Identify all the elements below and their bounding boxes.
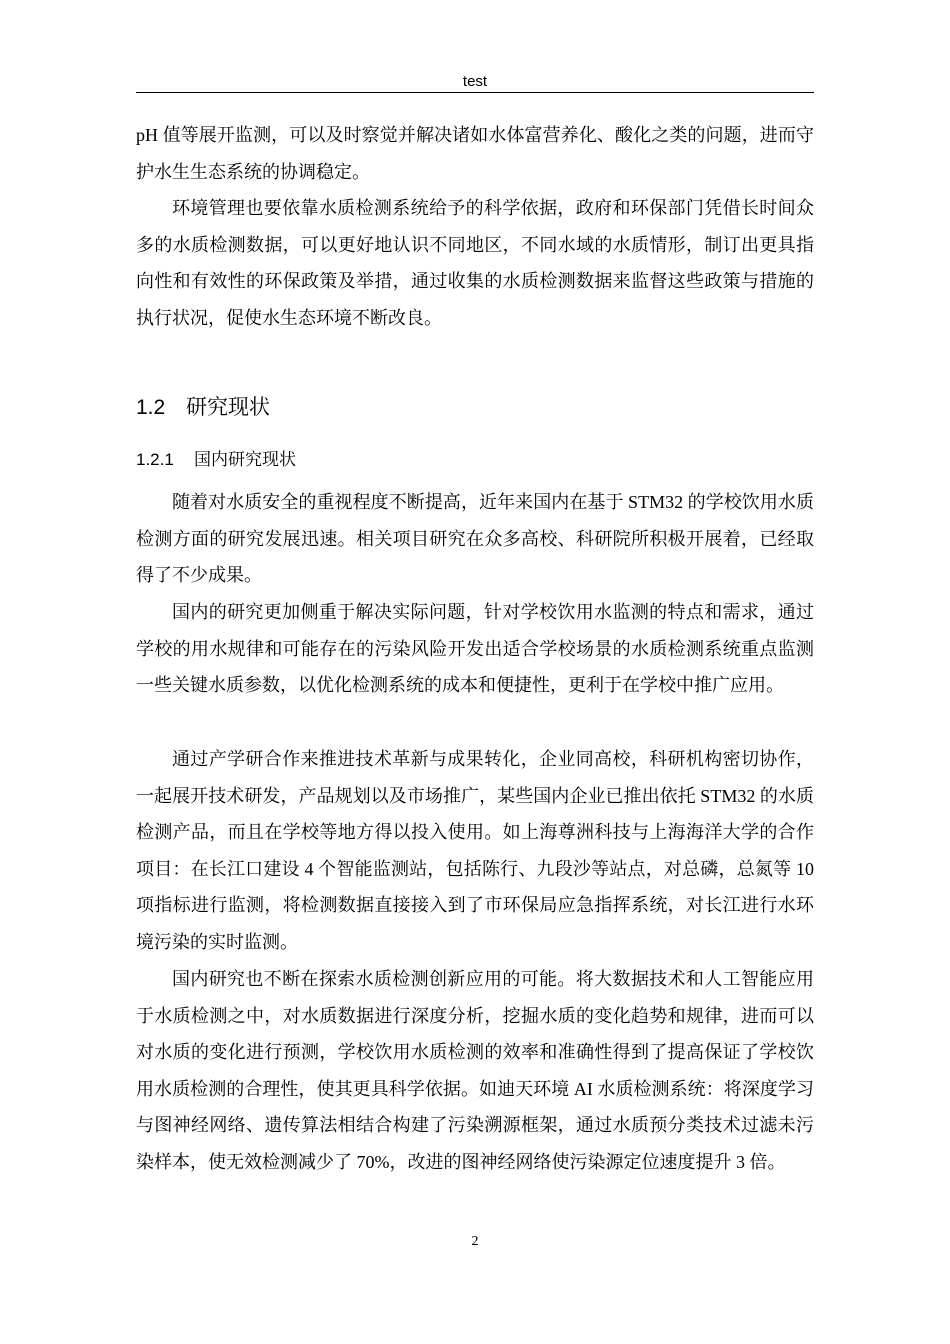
paragraph-continued: pH 值等展开监测，可以及时察觉并解决诸如水体富营养化、酸化之类的问题，进而守护水生生态系统的协调稳定。 xyxy=(136,125,814,182)
section-heading xyxy=(136,392,270,424)
paragraph-research-progress: 随着对水质安全的重视程度不断提高，近年来国内在基于 STM32 的学校饮用水质检测方面的研究发展迅速。相关项目研究在众多高校、科研院所积极开展着，已经取得了不少成果。 xyxy=(136,492,814,585)
section-number: 1.2 xyxy=(136,396,166,419)
paragraph-practical-focus: 国内的研究更加侧重于解决实际问题，针对学校饮用水监测的特点和需求，通过学校的用水规律和可能存在的污染风险开发出适合学校场景的水质检测系统重点监测一些关键水质参数，以优化检测系统的成本和便捷性，更利于在学校中推广应用。 xyxy=(136,602,814,695)
subsection-heading xyxy=(136,446,296,474)
subsection-number: 1.2.1 xyxy=(136,450,174,469)
header-divider xyxy=(136,92,814,93)
paragraph-industry-collaboration: 通过产学研合作来推进技术革新与成果转化，企业同高校，科研机构密切协作，一起展开技术研发，产品规划以及市场推广，某些国内企业已推出依托 STM32 的水质检测产品，而且在学校等地方得以投入使用。如上海尊洲科技与上海海洋大学的合作项目：在长江口建设 4 个智能监测站，包括陈行、九段沙等站点，对总磷，总氮等 10 项指标进行监测，将检测数据直接接入到了市环保局应急指挥系统，对长江进行水环境污染的实时监测。 xyxy=(136,749,814,952)
paragraph-innovation: 国内研究也不断在探索水质检测创新应用的可能。将大数据技术和人工智能应用于水质检测之中，对水质数据进行深度分析，挖掘水质的变化趋势和规律，进而可以对水质的变化进行预测，学校饮用水质检测的效率和准确性得到了提高保证了学校饮用水质检测的合理性，使其更具科学依据。如迪天环境 AI 水质检测系统：将深度学习与图神经网络、遗传算法相结合构建了污染溯源框架，通过水质预分类技术过滤未污染样本，使无效检测减少了 70%，改进的图神经网络使污染源定位速度提升 3 倍。 xyxy=(136,969,814,1172)
page-number: 2 xyxy=(471,1234,479,1249)
section-title: 研究现状 xyxy=(186,396,270,419)
subsection-title: 国内研究现状 xyxy=(194,450,296,469)
page-header-title: test xyxy=(462,73,488,90)
paragraph-environment-management: 环境管理也要依靠水质检测系统给予的科学依据，政府和环保部门凭借长时间众多的水质检测数据，可以更好地认识不同地区，不同水域的水质情形，制订出更具指向性和有效性的环保政策及举措，通过收集的水质检测数据来监督这些政策与措施的执行状况，促使水生态环境不断改良。 xyxy=(136,198,814,328)
